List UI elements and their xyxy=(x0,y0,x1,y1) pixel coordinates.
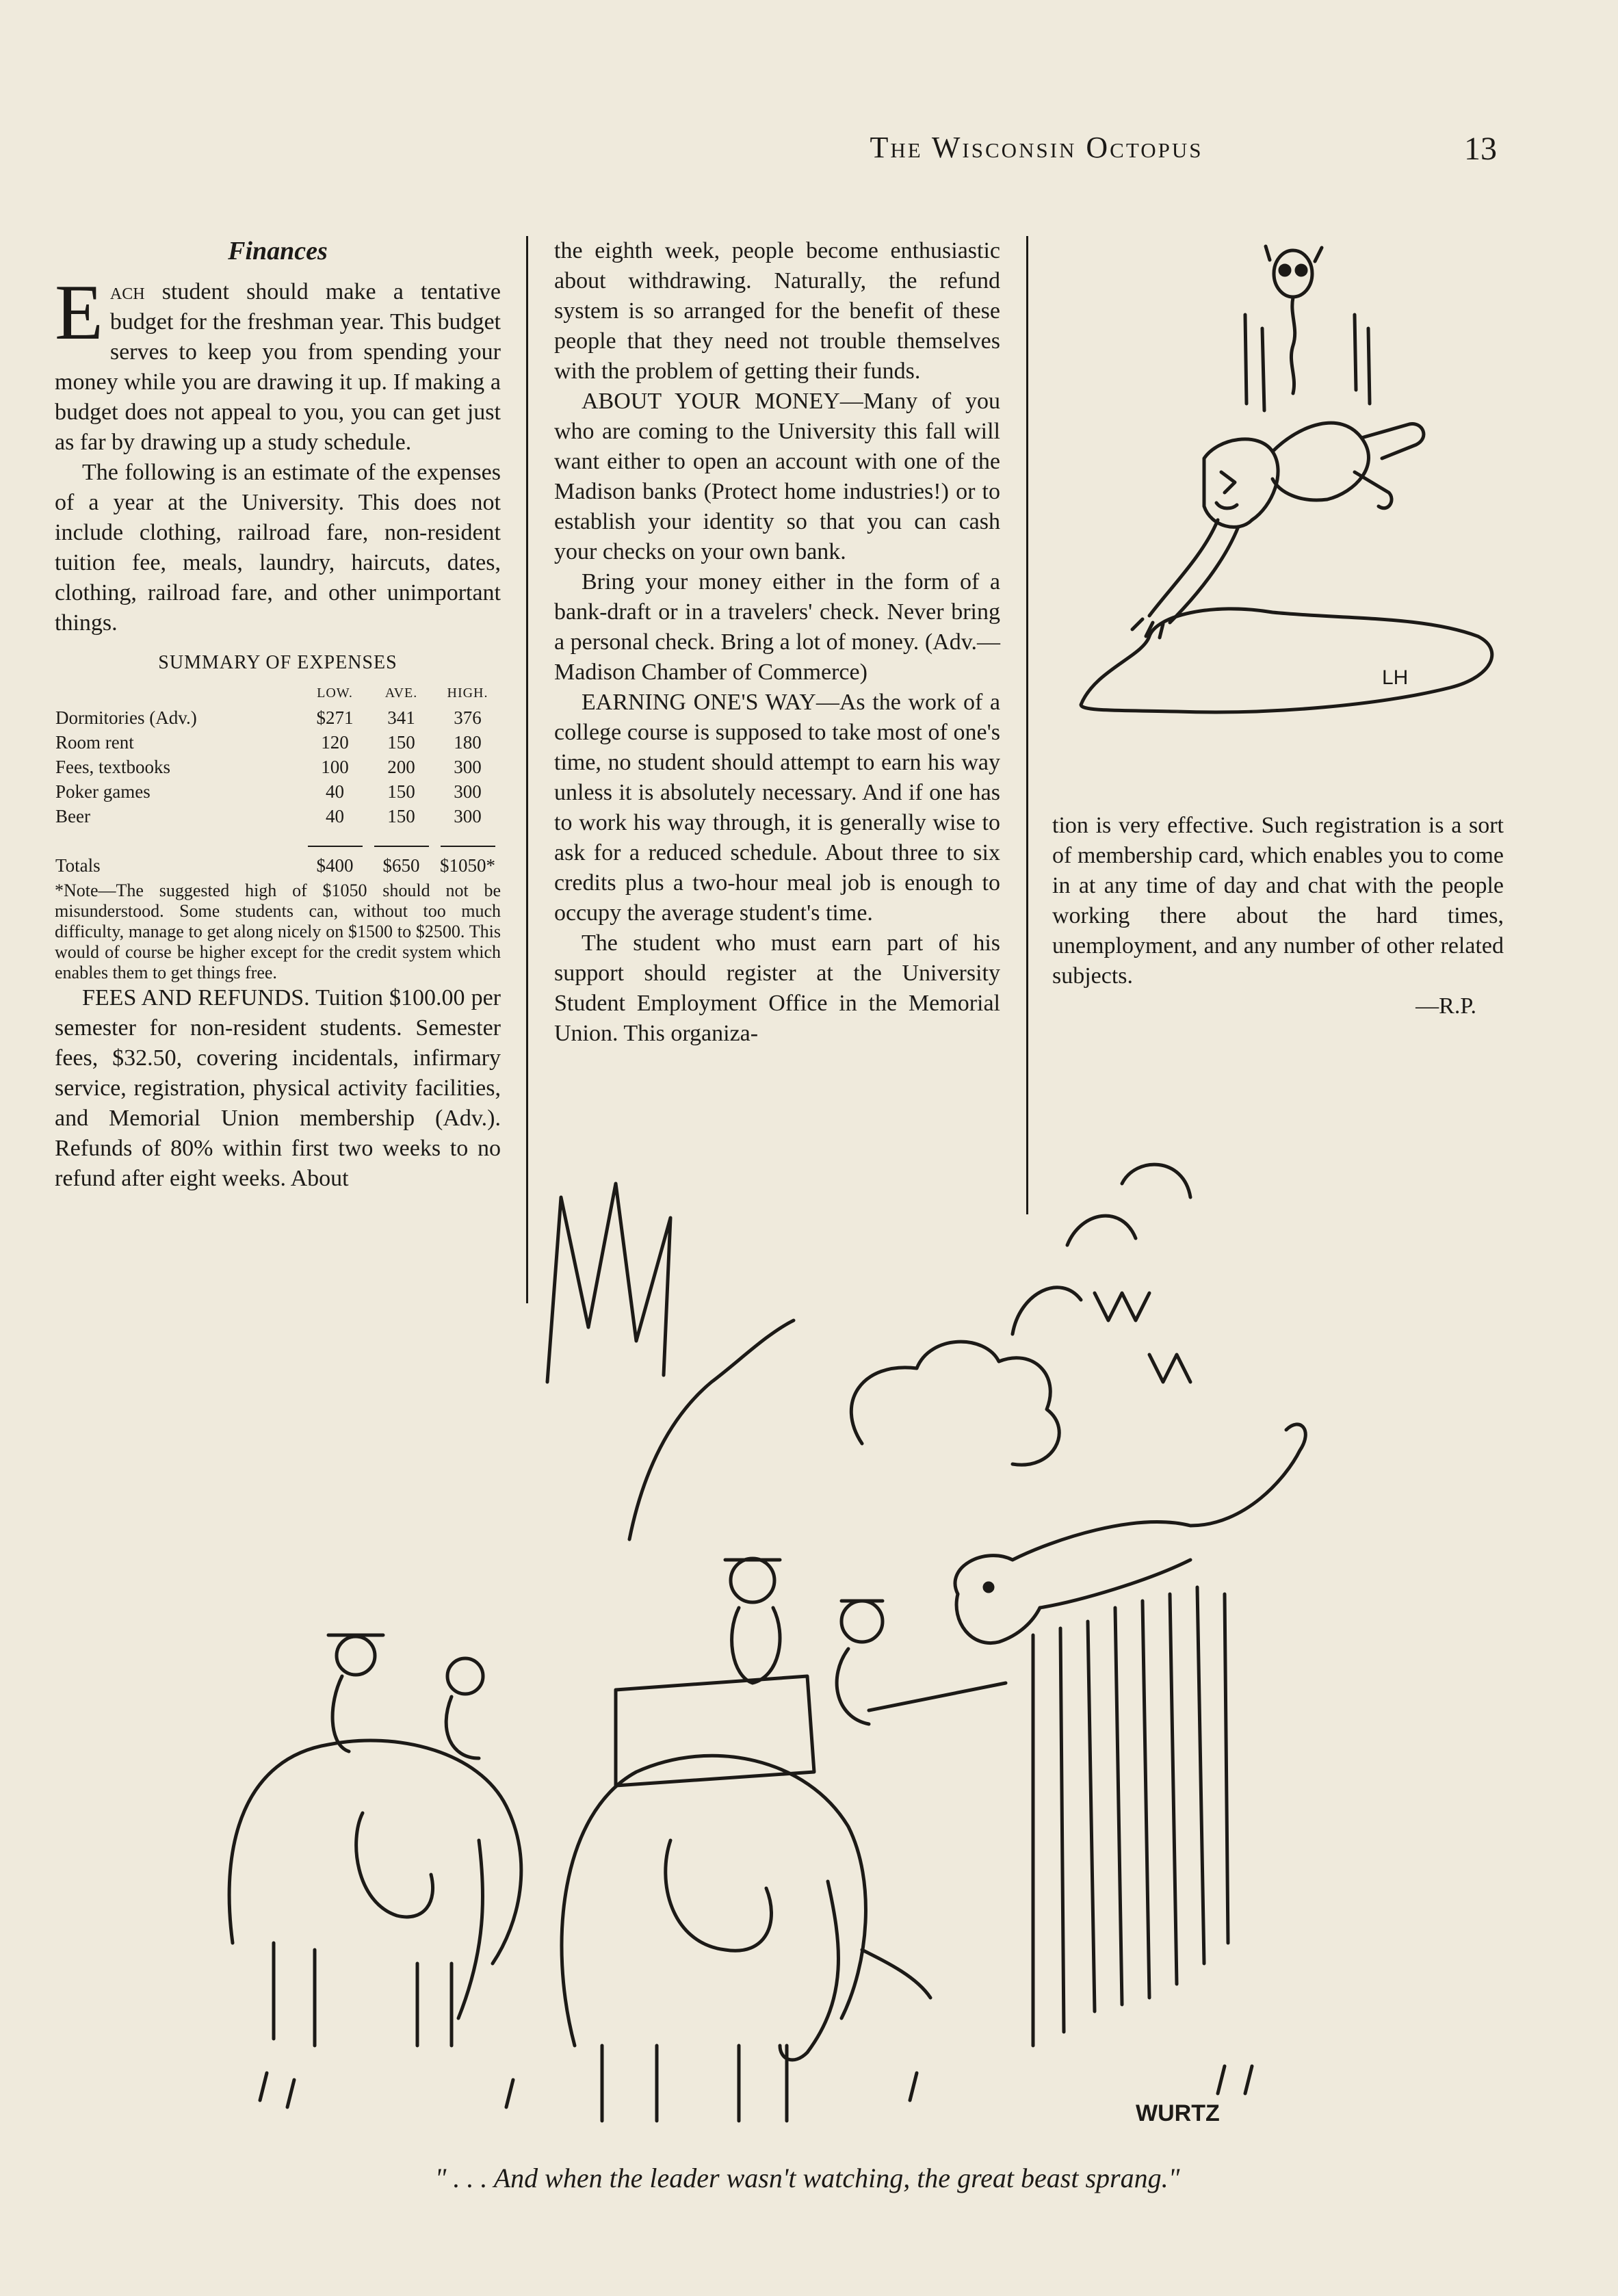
totals-separator xyxy=(55,829,501,853)
footnote: *Note—The suggested high of $1050 should not be misunderstood. Some students can, without too much difficulty, manage to get along nicely on $1500 to $2500. This would of course be higher except for the credit system which enables them to get things free. xyxy=(55,880,501,982)
summary-title: SUMMARY OF EXPENSES xyxy=(158,652,397,673)
registration-paragraph: tion is very effective. Such registration is a sort of membership card, which enables you to come in at any time of day and chat with the people working there about the hard times, unemployment, and any number of other related subjects. xyxy=(1052,813,1504,989)
row-high: 300 xyxy=(454,806,482,826)
drop-cap: E xyxy=(55,269,103,356)
row-ave: 200 xyxy=(387,757,415,777)
money-paragraph: ABOUT YOUR MONEY—Many of you who are coming to the University this fall will want either to open an account with one of the Madison banks (Protect home industries!) or to establish your identity so that you can cash your checks on your own bank. xyxy=(554,389,1000,564)
row-ave: 150 xyxy=(387,806,415,826)
totals-high: $1050* xyxy=(440,855,495,876)
bring-money-paragraph: Bring your money either in the form of a bank-draft or in a travelers' check. Never bring a personal check. Bring a lot of money. (Adv.—Madison Chamber of Commerce) xyxy=(554,569,1000,685)
header-low: LOW. xyxy=(317,686,353,701)
earning-paragraph: EARNING ONE'S WAY—As the work of a college course is supposed to take most of one's time, no student should attempt to earn his way unless it is absolutely necessary. And if one has to work his way through, it is generally wise to ask for a reduced schedule. About three to six credits plus a two-hour meal job is enough to occupy the average student's time. xyxy=(554,690,1000,926)
table-row xyxy=(55,705,501,730)
column-1 xyxy=(55,236,501,1194)
table-row xyxy=(55,755,501,779)
totals-low: $400 xyxy=(316,855,354,876)
row-item: Poker games xyxy=(55,781,151,802)
totals-ave: $650 xyxy=(382,855,420,876)
totals-row xyxy=(55,853,501,878)
section-heading: Finances xyxy=(228,237,328,265)
artist-initials: LH xyxy=(1382,666,1409,689)
row-low: $271 xyxy=(316,707,354,728)
page-number: 13 xyxy=(1464,131,1497,167)
column-rule-1 xyxy=(526,236,528,1303)
elephant-safari-cartoon xyxy=(192,1156,1355,2155)
employment-paragraph: The student who must earn part of his support should register at the University Student Employment Office in the Memorial Union. This organiza- xyxy=(554,930,1000,1046)
row-high: 180 xyxy=(454,732,482,753)
expenses-paragraph: The following is an estimate of the expenses of a year at the University. This does not include clothing, railroad fare, non-resident tuition fee, meals, laundry, haircuts, dates, clothing, railroad fare, and other unimportant things. xyxy=(55,460,501,636)
continued-paragraph: the eighth week, people become enthusiastic about withdrawing. Naturally, the refund system is so arranged for the benefit of these people that they need not trouble themselves with the problem of getting their funds. xyxy=(554,238,1000,384)
row-ave: 150 xyxy=(387,732,415,753)
row-item: Beer xyxy=(55,806,90,826)
artist-signature: WURTZ xyxy=(1136,2100,1220,2126)
intro-text: student should make a tentative budget for the freshman year. This budget serves to keep you from spending your money while you are drawing it up. If making a budget does not appeal to you, you can get just as far by drawing up a study schedule. xyxy=(55,279,501,455)
column-3 xyxy=(1052,811,1504,1021)
table-header-row xyxy=(55,681,501,705)
row-low: 120 xyxy=(321,732,349,753)
falling-man-cartoon xyxy=(1067,233,1505,746)
row-item: Room rent xyxy=(55,732,134,753)
expenses-table xyxy=(55,681,501,878)
cartoon-caption: " . . . And when the leader wasn't watching, the great beast sprang." xyxy=(434,2163,1180,2193)
row-item: Fees, textbooks xyxy=(55,757,170,777)
column-rule-2 xyxy=(1026,236,1028,1214)
row-high: 300 xyxy=(454,781,482,802)
header-high: HIGH. xyxy=(447,686,488,701)
column-2 xyxy=(554,236,1000,1049)
totals-label: Totals xyxy=(55,855,101,876)
table-row xyxy=(55,730,501,755)
intro-paragraph xyxy=(55,269,501,458)
row-low: 100 xyxy=(321,757,349,777)
fees-paragraph: FEES AND REFUNDS. Tuition $100.00 per semester for non-resident students. Semester fees, $32.50, covering incidentals, infirmary service, registration, physical activity facilities, and Memorial Union membership (Adv.). Refunds of 80% within first two weeks to no refund after eight weeks. About xyxy=(55,985,501,1191)
row-ave: 341 xyxy=(387,707,415,728)
table-row xyxy=(55,804,501,829)
author-signature: —R.P. xyxy=(1415,993,1476,1019)
row-item: Dormitories (Adv.) xyxy=(55,707,197,728)
table-row xyxy=(55,779,501,804)
intro-lead: ach xyxy=(109,279,145,304)
row-high: 376 xyxy=(454,707,482,728)
header-ave: AVE. xyxy=(384,686,418,701)
row-low: 40 xyxy=(326,806,344,826)
row-ave: 150 xyxy=(387,781,415,802)
page-header: The Wisconsin Octopus xyxy=(870,131,1203,164)
row-high: 300 xyxy=(454,757,482,777)
row-low: 40 xyxy=(326,781,344,802)
